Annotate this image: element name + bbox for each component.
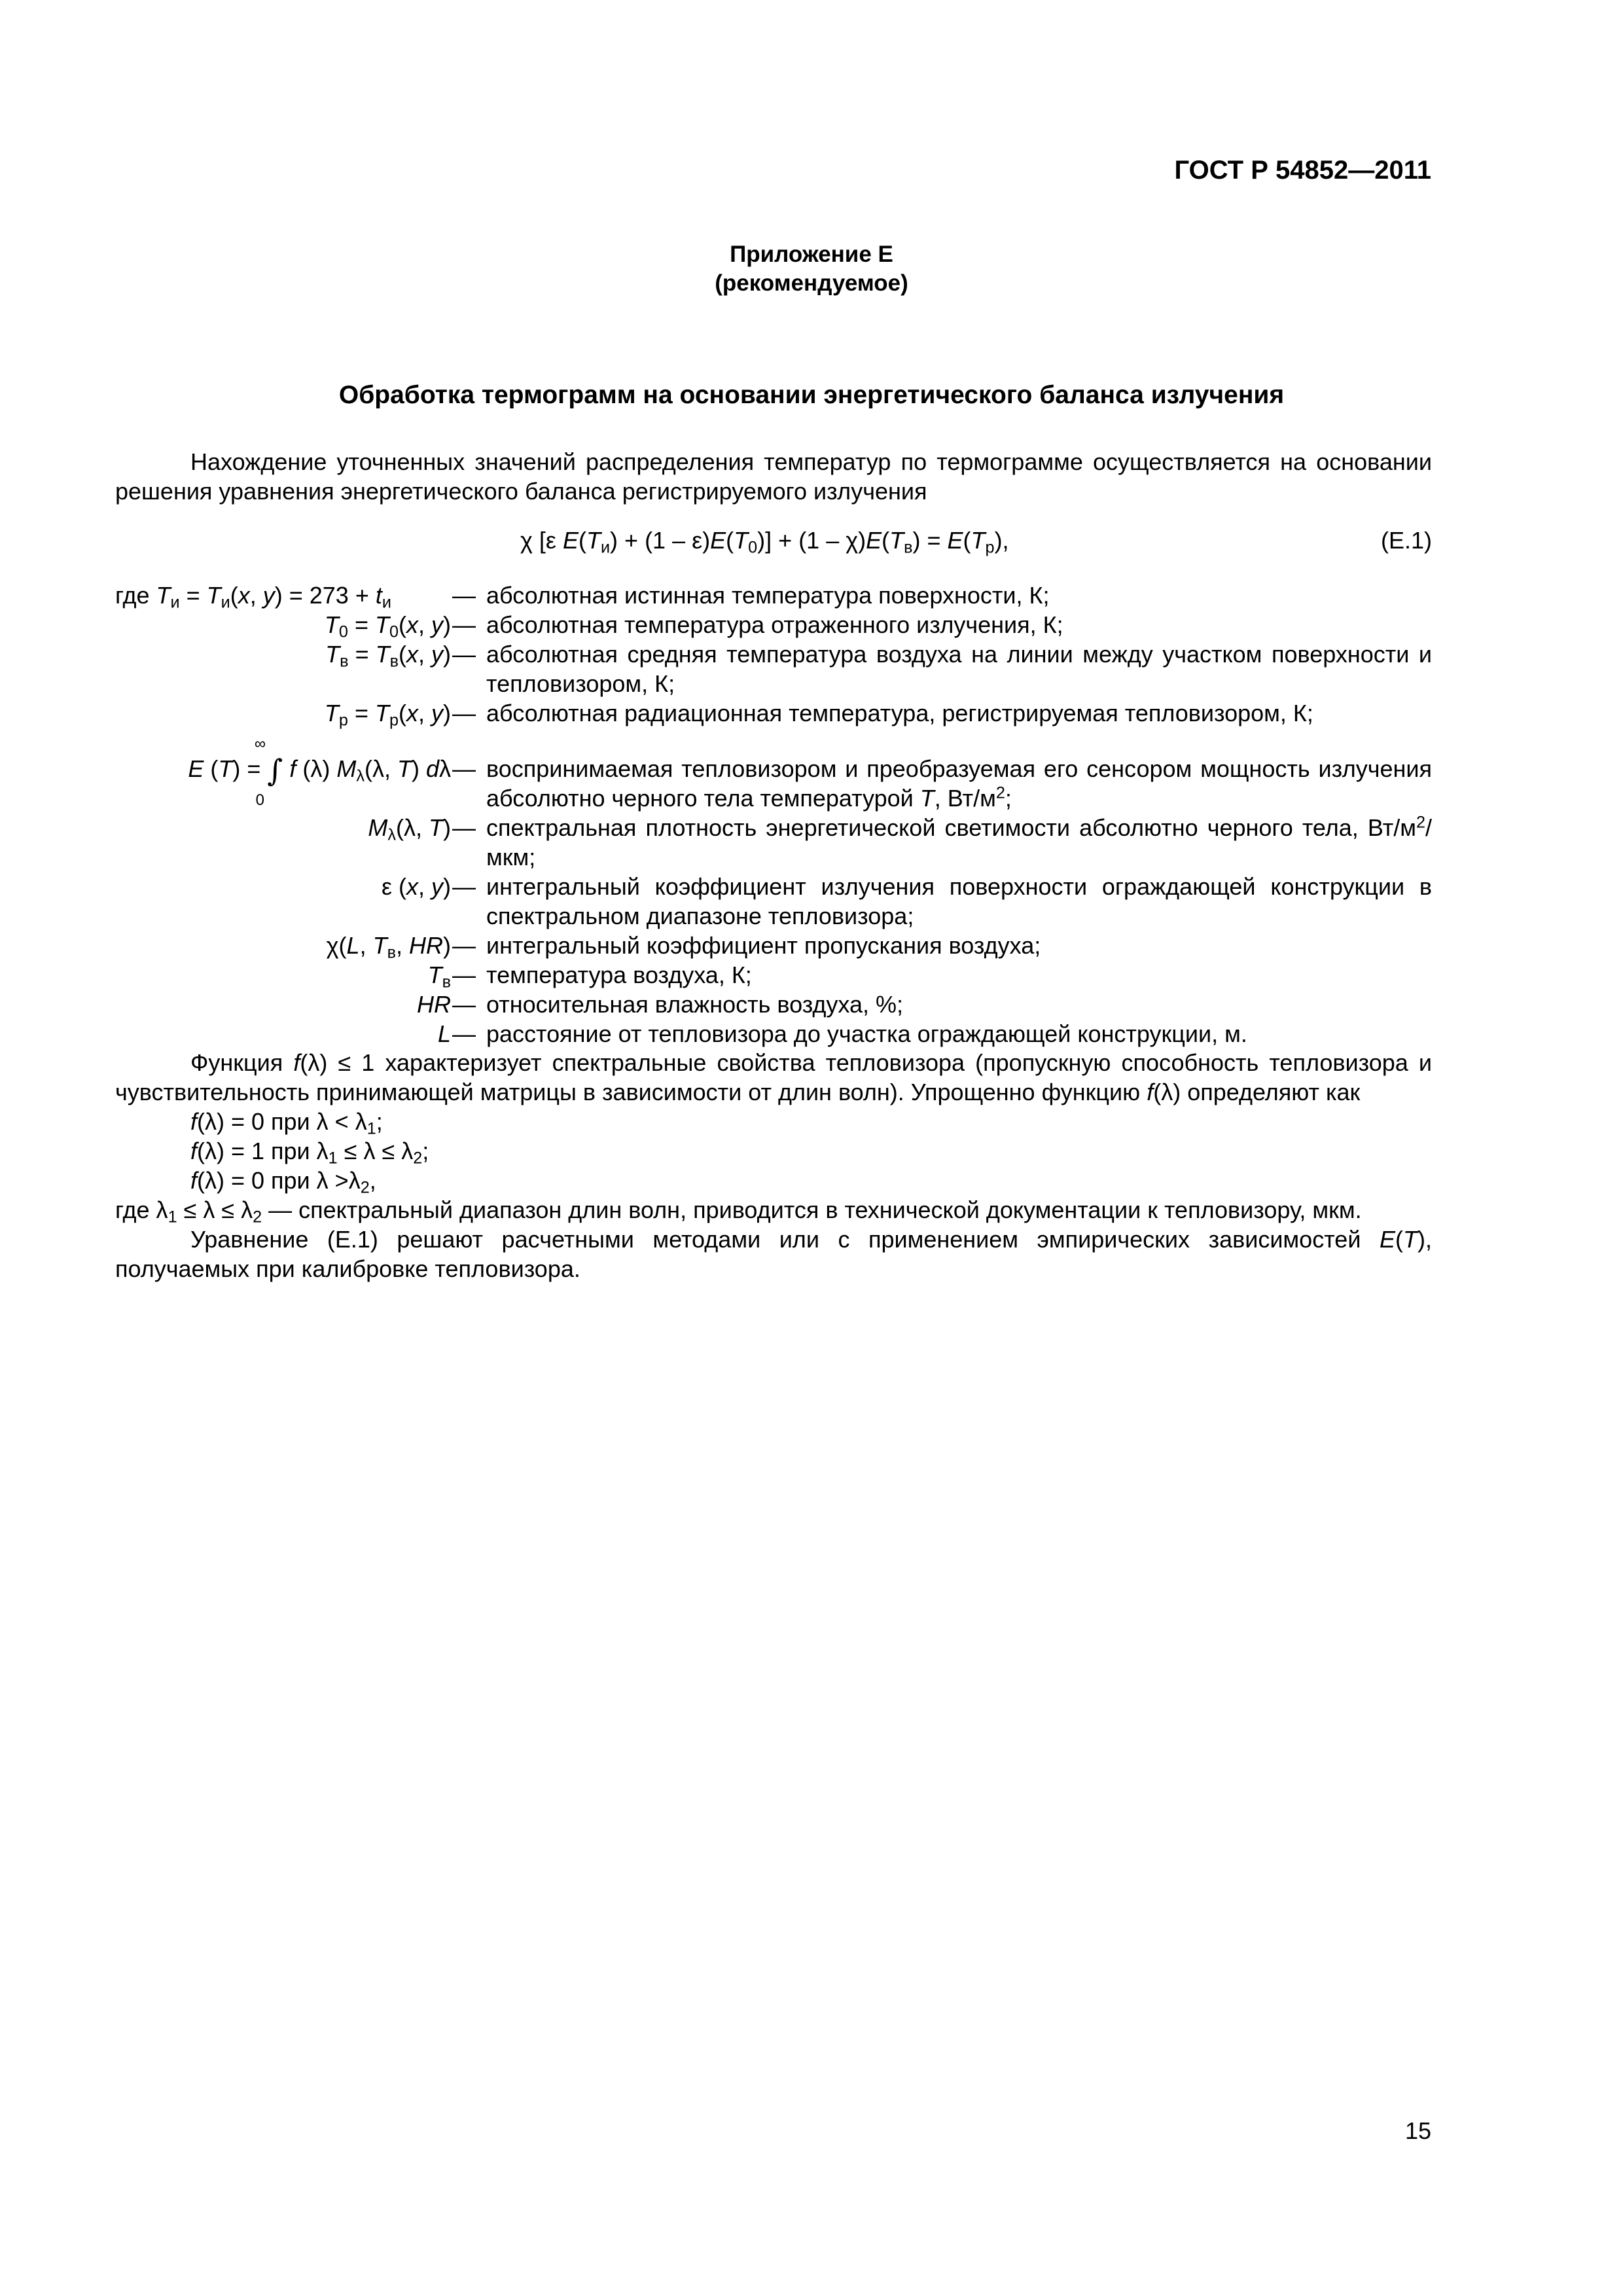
definition-row: где $T_и = T_и(x$, $y) = 273 + t_и$ — абсолютная истинная температура поверхности, К; (115, 581, 1432, 610)
page-number: 15 (1404, 2117, 1431, 2144)
equation-e1: χ [ε $E(T_и) + (1 - \varepsilon)E(T_0)] + (1 - \chi)E(T_в) = E(T_р)$, (520, 527, 1009, 557)
definition-symbol: $T_0 = T_0(x$, y) (324, 611, 451, 641)
definition-text: воспринимаемая тепловизором и преобразуемая его сенсором мощность излучения абсолютно черного тела температурой (486, 755, 1432, 812)
definition-row: ε (x, y) — интегральный коэффициент излучения поверхности ограждающей конструкции в спектральном диапазоне тепловизора; (115, 872, 1432, 931)
definition-symbol: HR (417, 991, 451, 1018)
wavelength-range-definition: где $\lambda_1 \le \lambda \le \lambda_2$ — спектральный диапазон длин волн, приводится в технической документации к тепловизору, мкм. (115, 1196, 1362, 1227)
definition-symbol: χ(L, $T_в$, HR) (326, 932, 451, 962)
equation-number: (Е.1) (1380, 527, 1432, 554)
definition-text: интегральный коэффициент пропускания воздуха; (486, 932, 1041, 959)
definition-symbol: L (437, 1020, 451, 1047)
definition-text: температура воздуха, К; (486, 961, 752, 988)
definition-row: ∞ 0 E (T) = ∫ f (λ) $M_\lambda(\lambda$, T) dλ — воспринимаемая тепловизором и преобразуемая его сенсором мощность излучения абсолютно черного тела температурой T, $Вт/м^2$; (115, 754, 1432, 813)
intro-paragraph: Нахождение уточненных значений распределения температур по термограмме осуществляется на основании решения уравнения энергетического баланса регистрируемого излучения (115, 448, 1432, 505)
function-section (115, 1048, 1432, 1283)
definition-row: $T_р = T_р(x$, y) — абсолютная радиационная температура, регистрируемая тепловизором, К; (115, 698, 1432, 728)
annex-heading (0, 240, 1623, 298)
kelvin-constant: 273 (309, 582, 349, 609)
document-code: ГОСТ Р 54852—2011 (1174, 156, 1431, 185)
definition-row: L — расстояние от тепловизора до участка ограждающей конструкции, м. (115, 1019, 1432, 1049)
definition-text: абсолютная средняя температура воздуха на линии между участком поверхности и тепловизором, К; (486, 641, 1432, 697)
definition-symbol: $T_р = T_р(x$, y) (324, 700, 451, 730)
definition-row: χ(L, $T_в$, HR) — интегральный коэффициент пропускания воздуха; (115, 931, 1432, 960)
definitions-list (115, 581, 1432, 1049)
function-case-3: f(λ) = 0 при $\lambda >\lambda_2$, (190, 1167, 376, 1197)
definition-text: расстояние от тепловизора до участка ограждающей конструкции, м. (486, 1020, 1247, 1047)
definition-row: $T_в$ — температура воздуха, К; (115, 960, 1432, 990)
definition-row: $T_0 = T_0(x$, y) — абсолютная температура отраженного излучения, К; (115, 610, 1432, 639)
definition-row: $M_\lambda(\lambda$, T) — спектральная плотность энергетической светимости абсолютно черного тела, $Вт/м^2$/мкм; (115, 813, 1432, 872)
definition-row: $T_в = T_в(x$, y) — абсолютная средняя температура воздуха на линии между участком поверхности и тепловизором, К; (115, 639, 1432, 698)
definition-text: относительная влажность воздуха, %; (486, 991, 904, 1018)
where-word: где (115, 582, 150, 609)
annex-label: Приложение Е (730, 242, 893, 267)
definition-symbol: $M_\lambda(\lambda$, T) (368, 814, 451, 844)
annex-status: (рекомендуемое) (715, 270, 908, 296)
function-paragraph: Функция f(λ) ≤ 1 характеризует спектральные свойства тепловизора (пропускную способность тепловизора и чувствительность принимающей матрицы в зависимости от длин волн). Упрощенно функцию f(λ) определяют как (115, 1049, 1432, 1105)
definition-text: абсолютная истинная температура поверхности, К; (486, 582, 1050, 609)
definition-text: абсолютная температура отраженного излучения, К; (486, 611, 1063, 638)
function-case-1: f(λ) = 0 при $\lambda < \lambda_1$; (190, 1108, 383, 1138)
definition-symbol: $T_в = T_в(x$, y) (325, 641, 451, 671)
definition-symbol: $T_в$ (427, 961, 451, 992)
definition-row: HR — относительная влажность воздуха, %; (115, 990, 1432, 1019)
function-case-2: f(λ) = 1 при $\lambda_1 \le \lambda \le \lambda_2$; (190, 1138, 429, 1168)
definition-text: интегральный коэффициент излучения поверхности ограждающей конструкции в спектральном диапазоне тепловизора; (486, 873, 1432, 929)
definition-symbol: ε (x, y) (381, 873, 451, 900)
integral-formula: ∞ 0 E (T) = ∫ f (λ) $M_\lambda(\lambda$, T) dλ (188, 735, 451, 809)
definition-text: абсолютная радиационная температура, регистрируемая тепловизором, К; (486, 700, 1313, 726)
closing-paragraph: Уравнение (Е.1) решают расчетными методами или с применением эмпирических зависимостей E(T), получаемых при калибровке тепловизора. (115, 1226, 1432, 1282)
definition-text: спектральная плотность энергетической светимости абсолютно черного тела, (486, 814, 1359, 841)
definition-symbol: где $T_и = T_и(x$, $y) = 273 + t_и$ (115, 582, 391, 612)
section-title: Обработка термограмм на основании энергетического баланса излучения (338, 381, 1285, 409)
